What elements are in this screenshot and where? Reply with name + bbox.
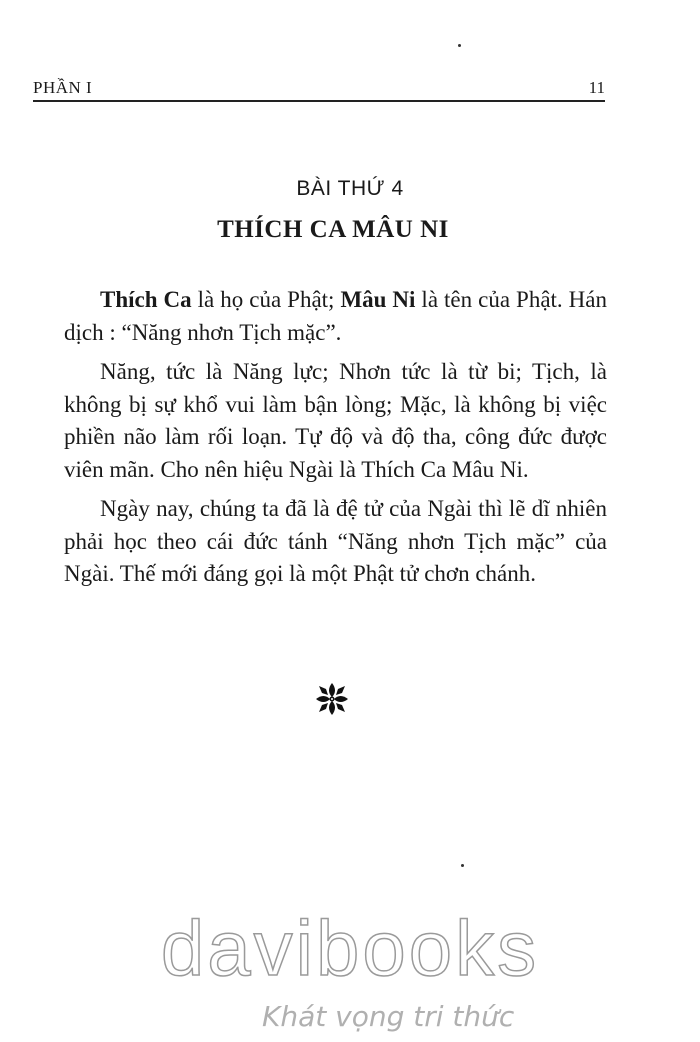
print-speck [461, 864, 464, 867]
paragraph-1-text-a: là họ của Phật; [191, 287, 341, 312]
print-speck [458, 44, 461, 47]
paragraph-1-text-b: là tên của Phật. Hán dịch : “Năng nhơn Tịch mặc”. [64, 287, 608, 345]
term-mau-ni: Mâu Ni [340, 287, 416, 312]
running-head [33, 78, 605, 102]
term-thich-ca: Thích Ca [100, 287, 192, 312]
paragraph-3: Ngày nay, chúng ta đã là đệ tử của Ngài thì lẽ dĩ nhiên phải học theo cái đức tánh “Năng nhơn Tịch mặc” của Ngài. Thế mới đáng gọi là một Phật tử chơn chánh. [64, 496, 607, 586]
paragraph-2: Năng, tức là Năng lực; Nhơn tức là từ bi; Tịch, là không bị sự khổ vui làm bận lòng; Mặc, là không bị việc phiền não làm rối loạn. Tự độ và độ tha, công đức được viên mãn. Cho nên hiệu Ngài là Thích Ca Mâu Ni. [64, 359, 607, 482]
watermark-brand: davibooks [160, 904, 540, 992]
watermark-slogan: Khát vọng tri thức [262, 1000, 515, 1033]
watermark [0, 904, 700, 1033]
body-text [64, 284, 607, 598]
lesson-title: THÍCH CA MÂU NI [217, 216, 449, 243]
page-number: 11 [588, 78, 605, 97]
paragraph-1 [64, 284, 607, 349]
flower-ornament-icon [315, 682, 349, 716]
lesson-number: BÀI THỨ 4 [296, 177, 404, 200]
section-label: PHẦN I [33, 78, 93, 97]
